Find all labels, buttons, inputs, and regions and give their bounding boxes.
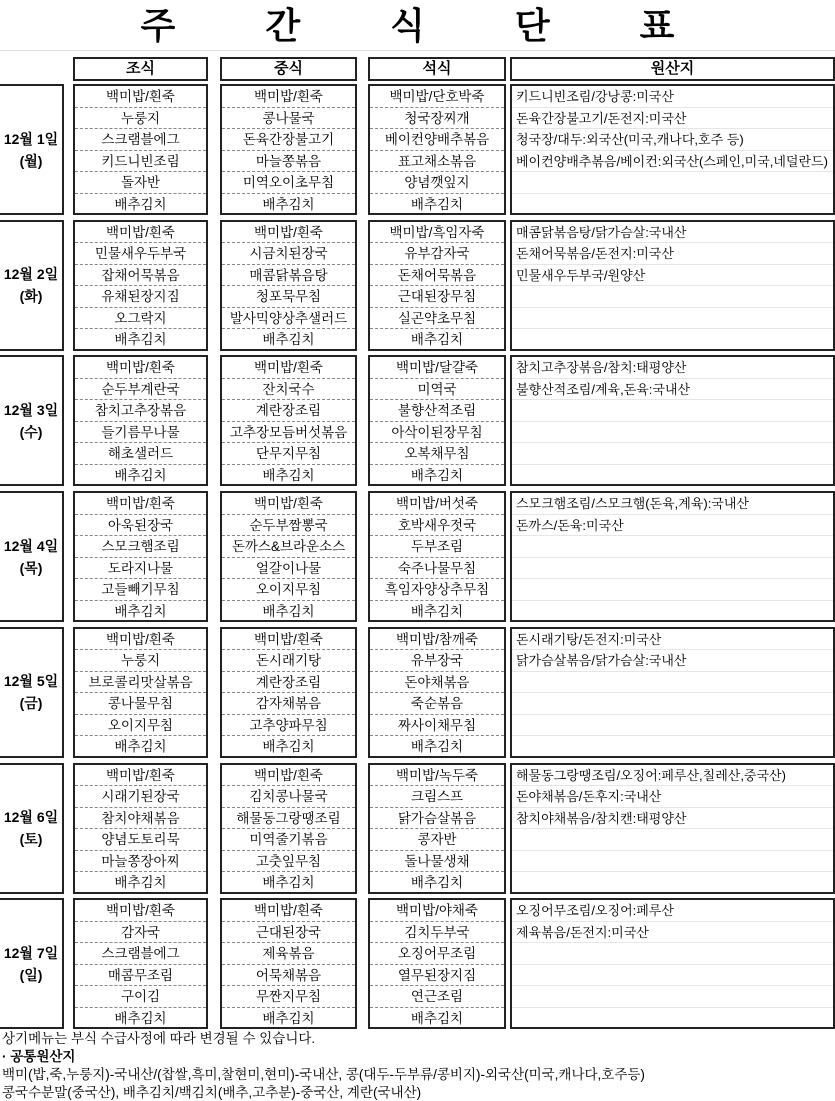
menu-item: 백미밥/달걀죽 (370, 357, 504, 379)
menu-item: 미역오이초무침 (222, 172, 355, 194)
day-weekday: (금) (19, 695, 43, 712)
day-weekday: (화) (19, 288, 43, 305)
menu-item: 얼갈이나물 (222, 558, 355, 580)
day-date: 12월 2일 (3, 266, 59, 283)
menu-item: 유부장국 (370, 650, 504, 672)
day-date: 12월 1일 (3, 130, 59, 147)
menu-item: 도라지나물 (75, 558, 206, 580)
origin-item (512, 400, 833, 422)
header-breakfast: 조식 (73, 57, 208, 81)
menu-item: 제육볶음 (222, 943, 355, 965)
origin-item: 돈야채볶음/돈후지:국내산 (512, 786, 833, 808)
menu-item: 발사믹양상추샐러드 (222, 308, 355, 330)
menu-item: 배추김치 (114, 603, 167, 619)
lunch-menu-block (220, 491, 357, 622)
menu-item: 감자채볶음 (222, 693, 355, 715)
origin-item: 오징어무조림/오징어:페루산 (512, 900, 833, 922)
menu-item: 연근조림 (370, 986, 504, 1008)
day-weekday: (목) (19, 559, 43, 576)
breakfast-menu-block (73, 491, 208, 622)
menu-item: 고춧잎무침 (222, 851, 355, 873)
origin-menu-block (510, 898, 835, 1029)
lunch-menu-block (220, 355, 357, 486)
menu-item: 백미밥/단호박죽 (370, 86, 504, 108)
breakfast-menu-block (73, 763, 208, 894)
menu-item: 들기름무나물 (75, 422, 206, 444)
menu-item: 돌나물생채 (370, 851, 504, 873)
menu-item: 백미밥/흰죽 (75, 765, 206, 787)
lunch-menu-block (220, 763, 357, 894)
menu-item: 돈채어묵볶음 (370, 265, 504, 287)
origin-item (512, 308, 833, 330)
menu-item: 배추김치 (114, 875, 167, 890)
dinner-menu-block (368, 898, 506, 1029)
day-date-cell (0, 220, 64, 351)
origin-item (512, 194, 833, 216)
menu-item: 콩나물무침 (75, 693, 206, 715)
menu-item: 백미밥/흰죽 (75, 629, 206, 651)
origin-item (512, 1008, 833, 1030)
menu-item: 두부조림 (370, 536, 504, 558)
menu-item: 백미밥/흑임자죽 (370, 222, 504, 244)
menu-item: 백미밥/흰죽 (222, 222, 355, 244)
menu-item: 누룽지 (75, 108, 206, 130)
origin-item (512, 422, 833, 444)
menu-item: 미역줄기볶음 (222, 829, 355, 851)
menu-item: 해물동그랑땡조림 (222, 808, 355, 830)
day-date: 12월 4일 (3, 537, 59, 554)
breakfast-menu-block (73, 220, 208, 351)
menu-item: 오복채무침 (370, 443, 504, 465)
menu-item: 구이김 (75, 986, 206, 1008)
menu-item: 아욱된장국 (75, 515, 206, 537)
origin-item: 불향산적조림/계육,돈육:국내산 (512, 379, 833, 401)
origin-item (512, 715, 833, 737)
origin-item: 제육볶음/돈전지:미국산 (512, 922, 833, 944)
menu-item: 잡채어묵볶음 (75, 265, 206, 287)
menu-item: 백미밥/흰죽 (222, 86, 355, 108)
origin-item: 돈시래기탕/돈전지:미국산 (512, 629, 833, 651)
menu-item: 고추장모듬버섯볶음 (222, 422, 355, 444)
menu-item: 백미밥/흰죽 (75, 222, 206, 244)
menu-item: 배추김치 (114, 1010, 167, 1026)
menu-item: 백미밥/참깨죽 (370, 629, 504, 651)
origin-item (512, 693, 833, 715)
menu-item: 실곤약초무침 (370, 308, 504, 330)
day-date: 12월 7일 (3, 944, 59, 961)
menu-item: 유부감자국 (370, 243, 504, 265)
menu-item: 불향산적조림 (370, 400, 504, 422)
origin-menu-block (510, 355, 835, 486)
menu-item: 백미밥/흰죽 (222, 900, 355, 922)
menu-item: 열무된장지짐 (370, 965, 504, 987)
origin-item: 키드니빈조림/강낭콩:미국산 (512, 86, 833, 108)
dinner-menu-block (368, 84, 506, 215)
menu-item: 배추김치 (410, 875, 464, 890)
menu-item: 배추김치 (114, 739, 167, 755)
origin-menu-block (510, 84, 835, 215)
menu-item: 호박새우젓국 (370, 515, 504, 537)
menu-item: 근대된장무침 (370, 286, 504, 308)
menu-item: 배추김치 (114, 467, 167, 483)
menu-item: 돈까스&브라운소스 (222, 536, 355, 558)
origin-menu-block (510, 627, 835, 758)
menu-item: 배추김치 (410, 332, 464, 348)
menu-item: 누룽지 (75, 650, 206, 672)
menu-item: 매콤무조림 (75, 965, 206, 987)
day-date: 12월 5일 (3, 673, 59, 690)
lunch-menu-block (220, 898, 357, 1029)
menu-item: 양념깻잎지 (370, 172, 504, 194)
dinner-menu-block (368, 355, 506, 486)
dinner-menu-block (368, 220, 506, 351)
menu-item: 닭가슴살볶음 (370, 808, 504, 830)
menu-item: 근대된장국 (222, 922, 355, 944)
menu-item: 미역국 (370, 379, 504, 401)
day-weekday: (토) (19, 831, 43, 847)
day-weekday: (수) (19, 423, 43, 440)
day-date: 12월 6일 (3, 809, 59, 825)
header-dinner: 석식 (368, 57, 506, 81)
origin-item (512, 872, 833, 894)
menu-item: 돈시래기탕 (222, 650, 355, 672)
origin-item: 민물새우두부국/원양산 (512, 265, 833, 287)
menu-item: 단무지무침 (222, 443, 355, 465)
menu-item: 백미밥/흰죽 (75, 900, 206, 922)
origin-item: 매콤닭볶음탕/닭가슴살:국내산 (512, 222, 833, 244)
divider (0, 50, 835, 51)
menu-item: 백미밥/흰죽 (222, 765, 355, 787)
menu-item: 배추김치 (410, 467, 464, 483)
day-date-cell (0, 84, 64, 215)
day-date: 12월 3일 (3, 401, 59, 418)
menu-item: 짜사이채무침 (370, 715, 504, 737)
menu-item: 순두부계란국 (75, 379, 206, 401)
menu-item: 브로콜리맛살볶음 (75, 672, 206, 694)
menu-item: 잔치국수 (222, 379, 355, 401)
origin-menu-block (510, 220, 835, 351)
menu-item: 오이지무침 (75, 715, 206, 737)
origin-item (512, 329, 833, 351)
menu-item: 감자국 (75, 922, 206, 944)
dinner-menu-block (368, 627, 506, 758)
menu-item: 백미밥/흰죽 (75, 357, 206, 379)
menu-item: 마늘쫑볶음 (222, 151, 355, 173)
menu-item: 돈육간장불고기 (222, 129, 355, 151)
menu-item: 시래기된장국 (75, 786, 206, 808)
menu-item: 돈야채볶음 (370, 672, 504, 694)
lunch-menu-block (220, 627, 357, 758)
menu-item: 배추김치 (262, 1010, 315, 1026)
menu-item: 고추양파무침 (222, 715, 355, 737)
menu-item: 무짠지무침 (222, 986, 355, 1008)
menu-item: 백미밥/흰죽 (222, 357, 355, 379)
origin-item (512, 965, 833, 987)
menu-item: 시금치된장국 (222, 243, 355, 265)
menu-item: 배추김치 (410, 196, 464, 212)
origin-menu-block (510, 491, 835, 622)
menu-item: 스크램블에그 (75, 943, 206, 965)
menu-item: 크림스프 (370, 786, 504, 808)
menu-item: 돌자반 (75, 172, 206, 194)
menu-item: 배추김치 (262, 739, 315, 755)
menu-item: 순두부짬뽕국 (222, 515, 355, 537)
origin-item (512, 736, 833, 758)
footer-origin-line-1: 백미(밥,죽,누룽지)-국내산/(찹쌀,흑미,찰현미,현미)-국내산, 콩(대두-두부류/콩비지)-외국산(미국,캐나다,호주등) (2, 1067, 645, 1082)
footer-common-origin-label: · 공통원산지 (2, 1049, 76, 1064)
origin-item: 돈까스/돈육:미국산 (512, 515, 833, 537)
menu-item: 스크램블에그 (75, 129, 206, 151)
menu-item: 콩자반 (370, 829, 504, 851)
origin-item: 해물동그랑땡조림/오징어:페루산,칠레산,중국산) (512, 765, 833, 787)
menu-item: 아삭이된장무침 (370, 422, 504, 444)
menu-item: 어묵채볶음 (222, 965, 355, 987)
origin-item: 닭가슴살볶음/닭가슴살:국내산 (512, 650, 833, 672)
origin-item (512, 601, 833, 623)
dinner-menu-block (368, 763, 506, 894)
origin-item: 참치고추장볶음/참치:태평양산 (512, 357, 833, 379)
menu-item: 배추김치 (410, 739, 464, 755)
menu-item: 표고채소볶음 (370, 151, 504, 173)
menu-item: 참치야채볶음 (75, 808, 206, 830)
menu-item: 양념도토리묵 (75, 829, 206, 851)
menu-item: 매콤닭볶음탕 (222, 265, 355, 287)
menu-item: 콩나물국 (222, 108, 355, 130)
menu-item: 배추김치 (410, 603, 464, 619)
origin-item (512, 579, 833, 601)
menu-item: 백미밥/흰죽 (222, 493, 355, 515)
menu-item: 숙주나물무침 (370, 558, 504, 580)
menu-item: 배추김치 (262, 332, 315, 348)
origin-item (512, 672, 833, 694)
menu-item: 백미밥/야채죽 (370, 900, 504, 922)
day-weekday: (월) (19, 152, 43, 169)
day-date-cell (0, 491, 64, 622)
origin-item (512, 851, 833, 873)
menu-item: 해초샐러드 (75, 443, 206, 465)
menu-item: 백미밥/흰죽 (75, 493, 206, 515)
menu-item: 백미밥/녹두죽 (370, 765, 504, 787)
menu-item: 계란장조림 (222, 400, 355, 422)
breakfast-menu-block (73, 84, 208, 215)
menu-item: 배추김치 (262, 467, 315, 483)
menu-item: 배추김치 (262, 196, 315, 212)
menu-item: 유채된장지짐 (75, 286, 206, 308)
menu-item: 백미밥/버섯죽 (370, 493, 504, 515)
origin-item (512, 943, 833, 965)
day-date-cell (0, 898, 64, 1029)
menu-item: 참치고추장볶음 (75, 400, 206, 422)
origin-item (512, 536, 833, 558)
menu-item: 오이지무침 (222, 579, 355, 601)
footer-notice: 상기메뉴는 부식 수급사정에 따라 변경될 수 있습니다. (2, 1031, 316, 1046)
origin-item (512, 443, 833, 465)
menu-item: 스모크햄조림 (75, 536, 206, 558)
day-date-cell (0, 627, 64, 758)
dinner-menu-block (368, 491, 506, 622)
menu-item: 백미밥/흰죽 (222, 629, 355, 651)
origin-item (512, 829, 833, 851)
menu-item: 키드니빈조림 (75, 151, 206, 173)
origin-item: 돈육간장불고기/돈전지:미국산 (512, 108, 833, 130)
breakfast-menu-block (73, 627, 208, 758)
menu-item: 배추김치 (262, 875, 315, 890)
menu-item: 백미밥/흰죽 (75, 86, 206, 108)
menu-item: 민물새우두부국 (75, 243, 206, 265)
menu-item: 배추김치 (114, 332, 167, 348)
origin-menu-block (510, 763, 835, 894)
breakfast-menu-block (73, 898, 208, 1029)
menu-item: 계란장조림 (222, 672, 355, 694)
breakfast-menu-block (73, 355, 208, 486)
origin-item (512, 558, 833, 580)
menu-item: 흑임자양상추무침 (370, 579, 504, 601)
lunch-menu-block (220, 84, 357, 215)
page-title: 주 간 식 단 표 (140, 5, 715, 46)
header-origin: 원산지 (510, 57, 835, 81)
menu-item: 김치콩나물국 (222, 786, 355, 808)
origin-item: 스모크햄조림/스모크햄(돈육,계육):국내산 (512, 493, 833, 515)
day-date-cell (0, 355, 64, 486)
origin-item: 청국장/대두:외국산(미국,캐나다,호주 등) (512, 129, 833, 151)
menu-item: 청국장찌개 (370, 108, 504, 130)
origin-item (512, 172, 833, 194)
menu-item: 오그락지 (75, 308, 206, 330)
origin-item (512, 465, 833, 487)
origin-item (512, 286, 833, 308)
origin-item (512, 986, 833, 1008)
origin-item: 베이컨양배추볶음/베이컨:외국산(스페인,미국,네덜란드) (512, 151, 833, 173)
menu-item: 청포묵무침 (222, 286, 355, 308)
origin-item: 돈채어묵볶음/돈전지:미국산 (512, 243, 833, 265)
day-weekday: (일) (19, 966, 43, 983)
header-lunch: 중식 (220, 57, 357, 81)
day-date-cell (0, 763, 64, 894)
menu-item: 마늘쫑장아찌 (75, 851, 206, 873)
lunch-menu-block (220, 220, 357, 351)
origin-item: 참치야채볶음/참치캔:태평양산 (512, 808, 833, 830)
menu-item: 베이컨양배추볶음 (370, 129, 504, 151)
menu-item: 죽순볶음 (370, 693, 504, 715)
menu-item: 배추김치 (410, 1010, 464, 1026)
menu-item: 오징어무조림 (370, 943, 504, 965)
footer-origin-line-2: 콩국수분말(중국산), 배추김치/백김치(배추,고추분)-중국산, 계란(국내산) (2, 1085, 422, 1100)
menu-item: 고들빼기무침 (75, 579, 206, 601)
menu-item: 배추김치 (114, 196, 167, 212)
menu-item: 배추김치 (262, 603, 315, 619)
menu-item: 김치두부국 (370, 922, 504, 944)
